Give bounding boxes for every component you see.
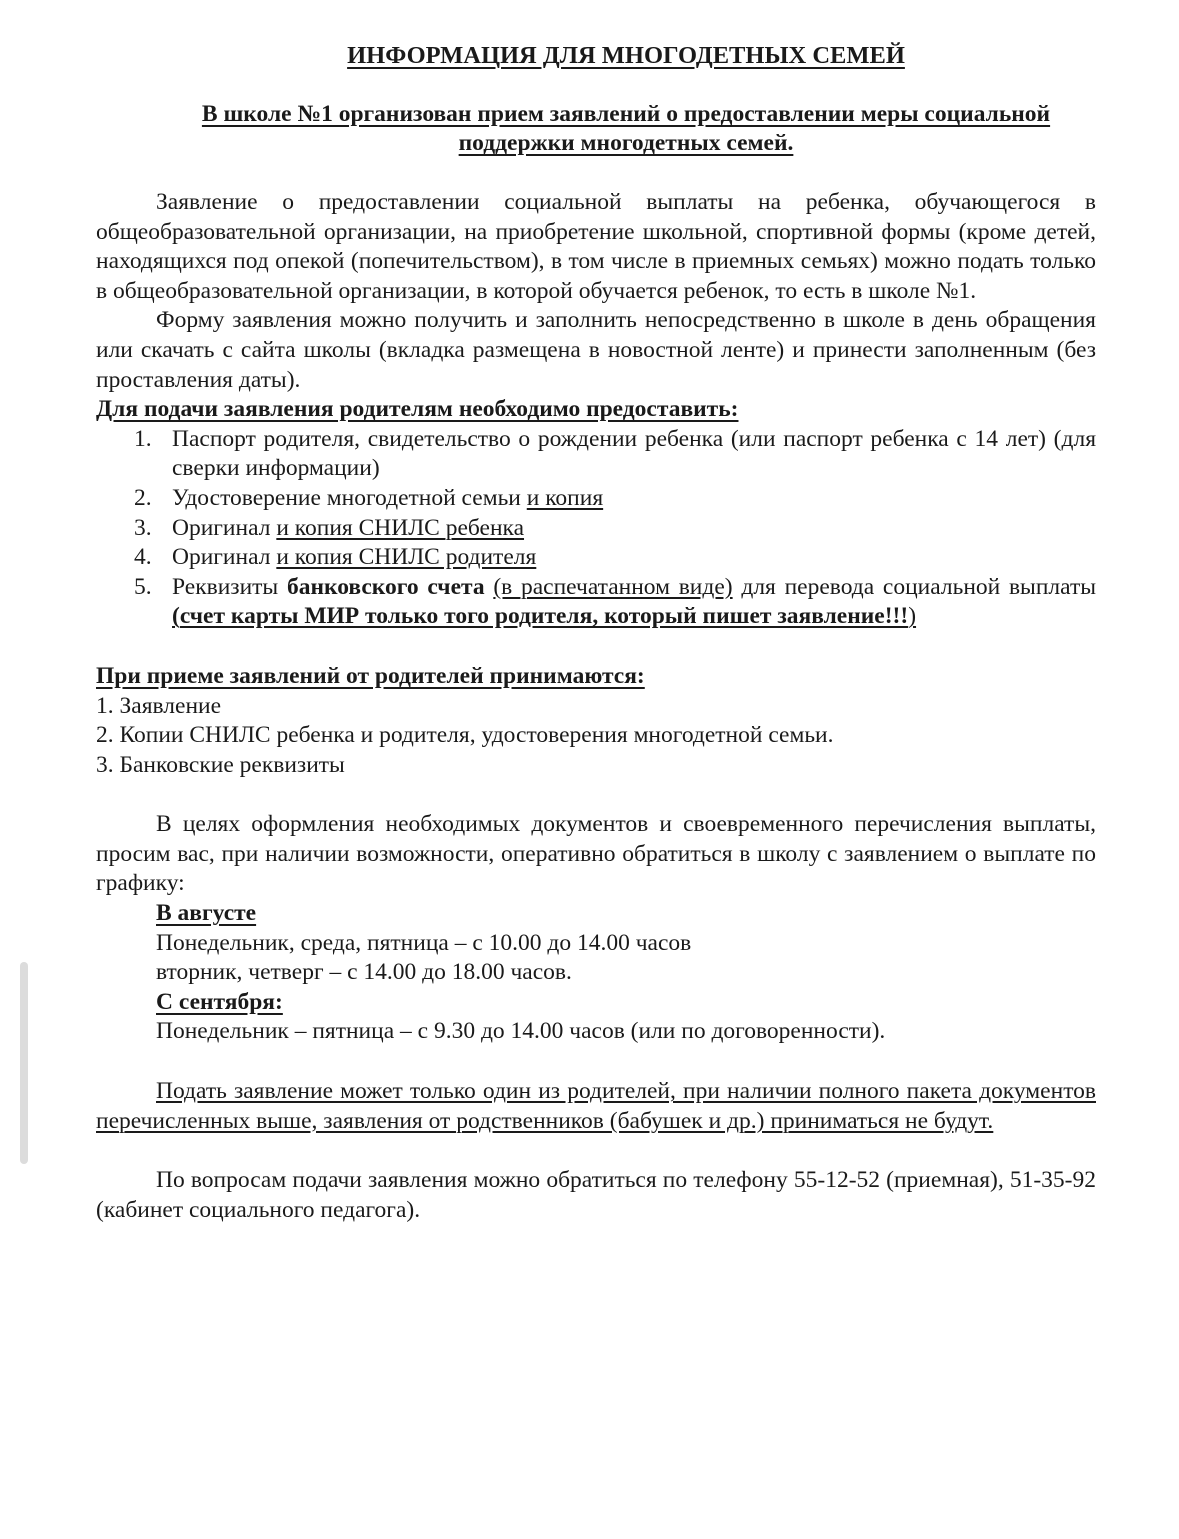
list-item xyxy=(96,573,1096,632)
list-item-warning: счет карты МИР только того родителя, который пишет заявление!!! xyxy=(179,603,909,630)
schedule-september-line: Понедельник – пятница – с 9.30 до 14.00 часов (или по договоренности). xyxy=(156,1018,886,1045)
list-item-text-underlined: (в распечатанном виде) xyxy=(493,573,733,600)
list-item-number: 2. xyxy=(134,484,152,511)
accepted-item: 1. Заявление xyxy=(96,692,222,719)
list-item-text: Оригинал xyxy=(172,514,271,541)
paragraph-form-info: Форму заявления можно получить и заполнить непосредственно в школе в день обращения или скачать с сайта школы (вкладка размещена в новостной ленте) и принести заполненным (без проставления даты). xyxy=(96,307,1096,393)
schedule-intro: В целях оформления необходимых документов и своевременного перечисления выплаты, просим вас, при наличии возможности, оперативно обратиться в школу с заявлением о выплате по графику: xyxy=(96,811,1096,897)
schedule-details xyxy=(96,899,1096,1047)
list-item xyxy=(96,425,1096,484)
list-item-text-bold: банковского счета xyxy=(286,573,485,600)
notice-paragraph: Подать заявление может только один из родителей, при наличии полного пакета документов перечисленных выше, заявления от родственников (бабушек и др.) приниматься не будут. xyxy=(96,1078,1096,1134)
list-item-number: 3. xyxy=(134,514,152,541)
list-item-number: 1. xyxy=(134,425,152,452)
schedule-august-line: Понедельник, среда, пятница – с 10.00 до 14.00 часов xyxy=(156,929,692,956)
list-item-text-underlined: и копия СНИЛС ребенка xyxy=(276,514,525,541)
accepted-section xyxy=(96,662,1096,780)
list-item-text: Реквизиты xyxy=(172,573,279,600)
list-item-text: Удостоверение многодетной семьи xyxy=(172,484,521,511)
list-item-text: Оригинал xyxy=(172,544,271,571)
list-item xyxy=(96,543,1096,573)
list-item-number: 4. xyxy=(134,544,152,571)
list-item-text: Паспорт родителя, свидетельство о рождении ребенка (или паспорт ребенка с 14 лет) (для сверки информации) xyxy=(172,425,1096,482)
list-item-number: 5. xyxy=(134,573,152,600)
contact-paragraph: По вопросам подачи заявления можно обратиться по телефону 55-12-52 (приемная), 51-35-92 (кабинет социального педагога). xyxy=(96,1167,1096,1223)
schedule-september-heading: С сентября: xyxy=(156,988,283,1015)
schedule-section xyxy=(96,810,1096,1047)
accepted-item: 2. Копии СНИЛС ребенка и родителя, удостоверения многодетной семьи. xyxy=(96,722,834,749)
list-item-paren-close: ) xyxy=(908,603,917,630)
accepted-item: 3. Банковские реквизиты xyxy=(96,751,345,778)
list-item-paren-open: ( xyxy=(172,603,180,630)
schedule-august-heading: В августе xyxy=(156,900,257,927)
list-item-text: для перевода социальной выплаты xyxy=(741,573,1097,600)
list-item xyxy=(96,514,1096,544)
requirements-list xyxy=(96,425,1096,632)
accepted-heading: При приеме заявлений от родителей принимаются: xyxy=(96,662,645,689)
document-subtitle: В школе №1 организован прием заявлений о предоставлении меры социальной поддержки многодетных семей. xyxy=(201,101,1051,156)
list-item xyxy=(96,484,1096,514)
paragraph-application-info: Заявление о предоставлении социальной выплаты на ребенка, обучающегося в общеобразовательной организации, на приобретение школьной, спортивной формы (кроме детей, находящихся под опекой (попечительством), в том числе в приемных семьях) можно подать только в общеобразовательной организации, в которой обучается ребенок, то есть в школе №1. xyxy=(96,189,1096,304)
scrollbar[interactable] xyxy=(20,962,28,1164)
list-item-text-underlined: и копия xyxy=(526,484,604,511)
requirements-heading: Для подачи заявления родителям необходимо предоставить: xyxy=(96,396,739,423)
document-title: ИНФОРМАЦИЯ ДЛЯ МНОГОДЕТНЫХ СЕМЕЙ xyxy=(347,42,905,69)
schedule-august-line: вторник, четверг – с 14.00 до 18.00 часов. xyxy=(156,959,572,986)
list-item-text-underlined: и копия СНИЛС родителя xyxy=(276,544,537,571)
document-page xyxy=(96,38,1096,1225)
